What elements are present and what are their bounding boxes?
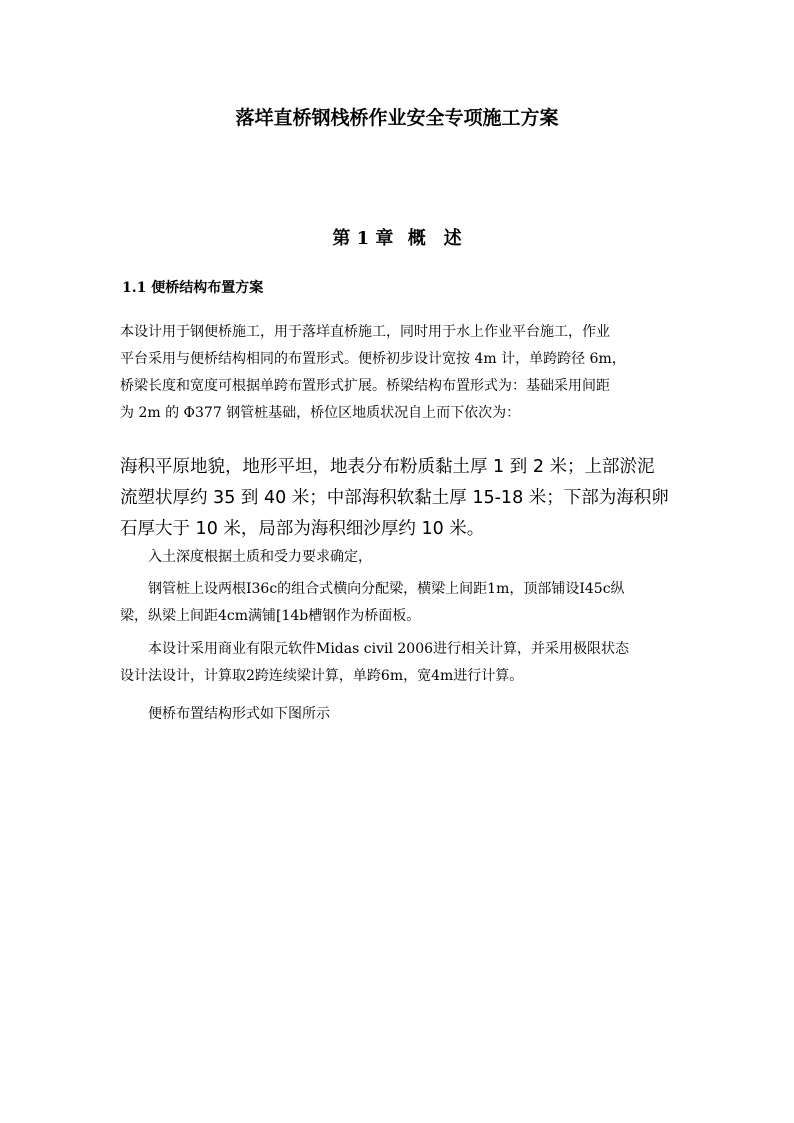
chapter-prefix: 第 <box>332 228 351 249</box>
paragraph-line: 本设计采用商业有限元软件Midas civil 2006进行相关计算，并采用极限状态 <box>148 641 630 657</box>
paragraph-line: 海积平原地貌，地形平坦，地表分布粉质黏土厚 1 到 2 米；上部淤泥 <box>120 457 655 477</box>
paragraph-line: 便桥布置结构形式如下图所示 <box>148 706 330 722</box>
paragraph-embedment <box>120 544 676 571</box>
chapter-number: 1 <box>356 228 370 249</box>
paragraph-calculation <box>120 636 676 690</box>
paragraph-line: 平台采用与便桥结构相同的布置形式。便桥初步设计宽按 4m 计，单跨跨径 6m， <box>120 351 626 367</box>
paragraph-design-purpose <box>120 319 676 427</box>
paragraph-figure-intro <box>120 701 676 728</box>
paragraph-line: 为 2m 的 Φ377 钢管桩基础，桥位区地质状况自上而下依次为： <box>120 405 521 421</box>
chapter-label: 章 <box>375 228 394 249</box>
chapter-heading <box>0 226 794 252</box>
paragraph-line: 梁，纵梁上间距4cm满铺[14b槽钢作为桥面板。 <box>120 608 421 624</box>
paragraph-line: 设计法设计，计算取2跨连续梁计算，单跨6m，宽4m进行计算。 <box>120 668 524 684</box>
paragraph-line: 钢管桩上设两根I36c的组合式横向分配梁，横梁上间距1m，顶部铺设I45c纵 <box>148 581 625 597</box>
paragraph-line: 流塑状厚约 35 到 40 米；中部海积软黏土厚 15-18 米；下部为海积卵 <box>120 488 669 508</box>
paragraph-line: 桥梁长度和宽度可根据单跨布置形式扩展。桥梁结构布置形式为：基础采用间距 <box>120 378 610 394</box>
section-heading: 1.1 便桥结构布置方案 <box>122 280 264 296</box>
paragraph-geology <box>120 452 676 545</box>
document-title: 落垟直桥钢栈桥作业安全专项施工方案 <box>235 107 559 129</box>
paragraph-beam-layout <box>120 576 676 630</box>
paragraph-line: 石厚大于 10 米，局部为海积细沙厚约 10 米。 <box>120 519 485 539</box>
paragraph-line: 本设计用于钢便桥施工，用于落垟直桥施工，同时用于水上作业平台施工，作业 <box>120 324 610 340</box>
chapter-name: 概 述 <box>407 228 462 249</box>
paragraph-line: 入土深度根据土质和受力要求确定， <box>148 549 372 565</box>
